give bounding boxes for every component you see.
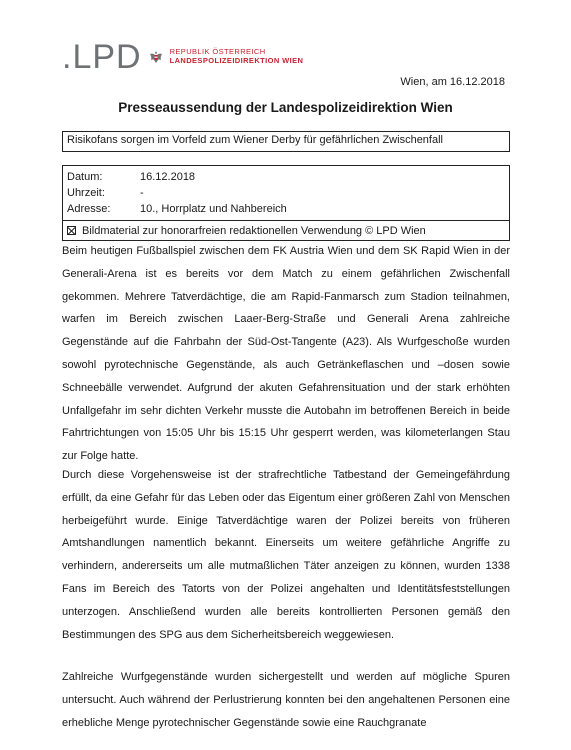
document-date: Wien, am 16.12.2018 <box>400 76 505 88</box>
logo-line-lpd: LANDESPOLIZEIDIREKTION WIEN <box>169 56 304 65</box>
info-row-adresse <box>67 201 505 217</box>
body-paragraph-2: Durch diese Vorgehensweise ist der strafrechtliche Tatbestand der Gemeingefährdung erfüllt, da eine Gefahr für das Leben oder das Eigentum einer größeren Zahl von Menschen herbeigeführt wurde. Einige Tatverdächtige waren der Polizei bereits von früheren Amtshandlungen namentlich bekannt. Einerseits um weitere gefährliche Angriffe zu verhindern, andererseits um alle mutmaßlichen Täter anzeigen zu können, wurden 1338 Fans im Bereich des Tatorts von der Polizei angehalten und Identitätsfeststellungen unterzogen. Anschließend wurden alle bereits kontrollierten Personen gemäß den Bestimmungen des SPG aus dem Sicherheitsbereich weggewiesen. <box>62 469 510 641</box>
info-label: Adresse: <box>67 203 111 215</box>
checked-box-icon <box>67 226 76 235</box>
logo-text <box>170 48 304 65</box>
info-rows <box>63 166 509 220</box>
body-paragraph-1: Beim heutigen Fußballspiel zwischen dem FK Austria Wien und dem SK Rapid Wien in der Generali-Arena ist es bereits vor dem Match zu einem gefährlichen Zwischenfall gekommen. Mehrere Tatverdächtige, die am Rapid-Fanmarsch zum Stadion teilnahmen, warfen im Bereich zwischen Laaer-Berg-Straße und Generali Arena zahlreiche Gegenstände auf die Fahrbahn der Süd-Ost-Tangente (A23). Als Wurfgeschoße wurden sowohl pyrotechnische Gegenstände, als auch Getränkeflaschen und –dosen sowie Schneebälle verwendet. Aufgrund der akuten Gefahrensituation und der stark erhöhten Unfallgefahr im sehr dichten Verkehr musste die Autobahn im betroffenen Bereich in beide Fahrtrichtungen von 15:05 Uhr bis 15:15 Uhr gesperrt werden, was kilometerlangen Stau zur Folge hatte. <box>62 245 510 463</box>
logo-line-republik: REPUBLIK ÖSTERREICH <box>169 47 266 57</box>
info-value: - <box>140 187 144 199</box>
info-row-datum <box>67 169 505 185</box>
lpd-logo <box>62 40 303 74</box>
logo-mark: .LPD <box>62 38 142 76</box>
subject-text: Risikofans sorgen im Vorfeld zum Wiener Derby für gefährlichen Zwischenfall <box>67 134 443 146</box>
info-label: Datum: <box>67 171 103 183</box>
body-paragraph-3: Zahlreiche Wurfgegenstände wurden sichergestellt und werden auf mögliche Spuren untersucht. Auch während der Perlustrierung konnten bei den angehaltenen Personen eine erhebliche Menge pyrotechnischer Gegenstände sowie eine Rauchgranate <box>62 671 510 729</box>
info-value: 16.12.2018 <box>140 171 196 183</box>
info-box <box>62 165 510 241</box>
image-note-text: Bildmaterial zur honorarfreien redaktionellen Verwendung © LPD Wien <box>82 224 426 237</box>
info-value: 10., Horrplatz und Nahbereich <box>140 203 287 215</box>
page-title: Presseaussendung der Landespolizeidirektion Wien <box>118 100 453 115</box>
image-note-row <box>63 220 509 240</box>
info-row-uhrzeit <box>67 185 505 201</box>
subject-box <box>62 131 510 152</box>
austrian-eagle-icon <box>148 49 164 65</box>
info-label: Uhrzeit: <box>67 187 105 199</box>
